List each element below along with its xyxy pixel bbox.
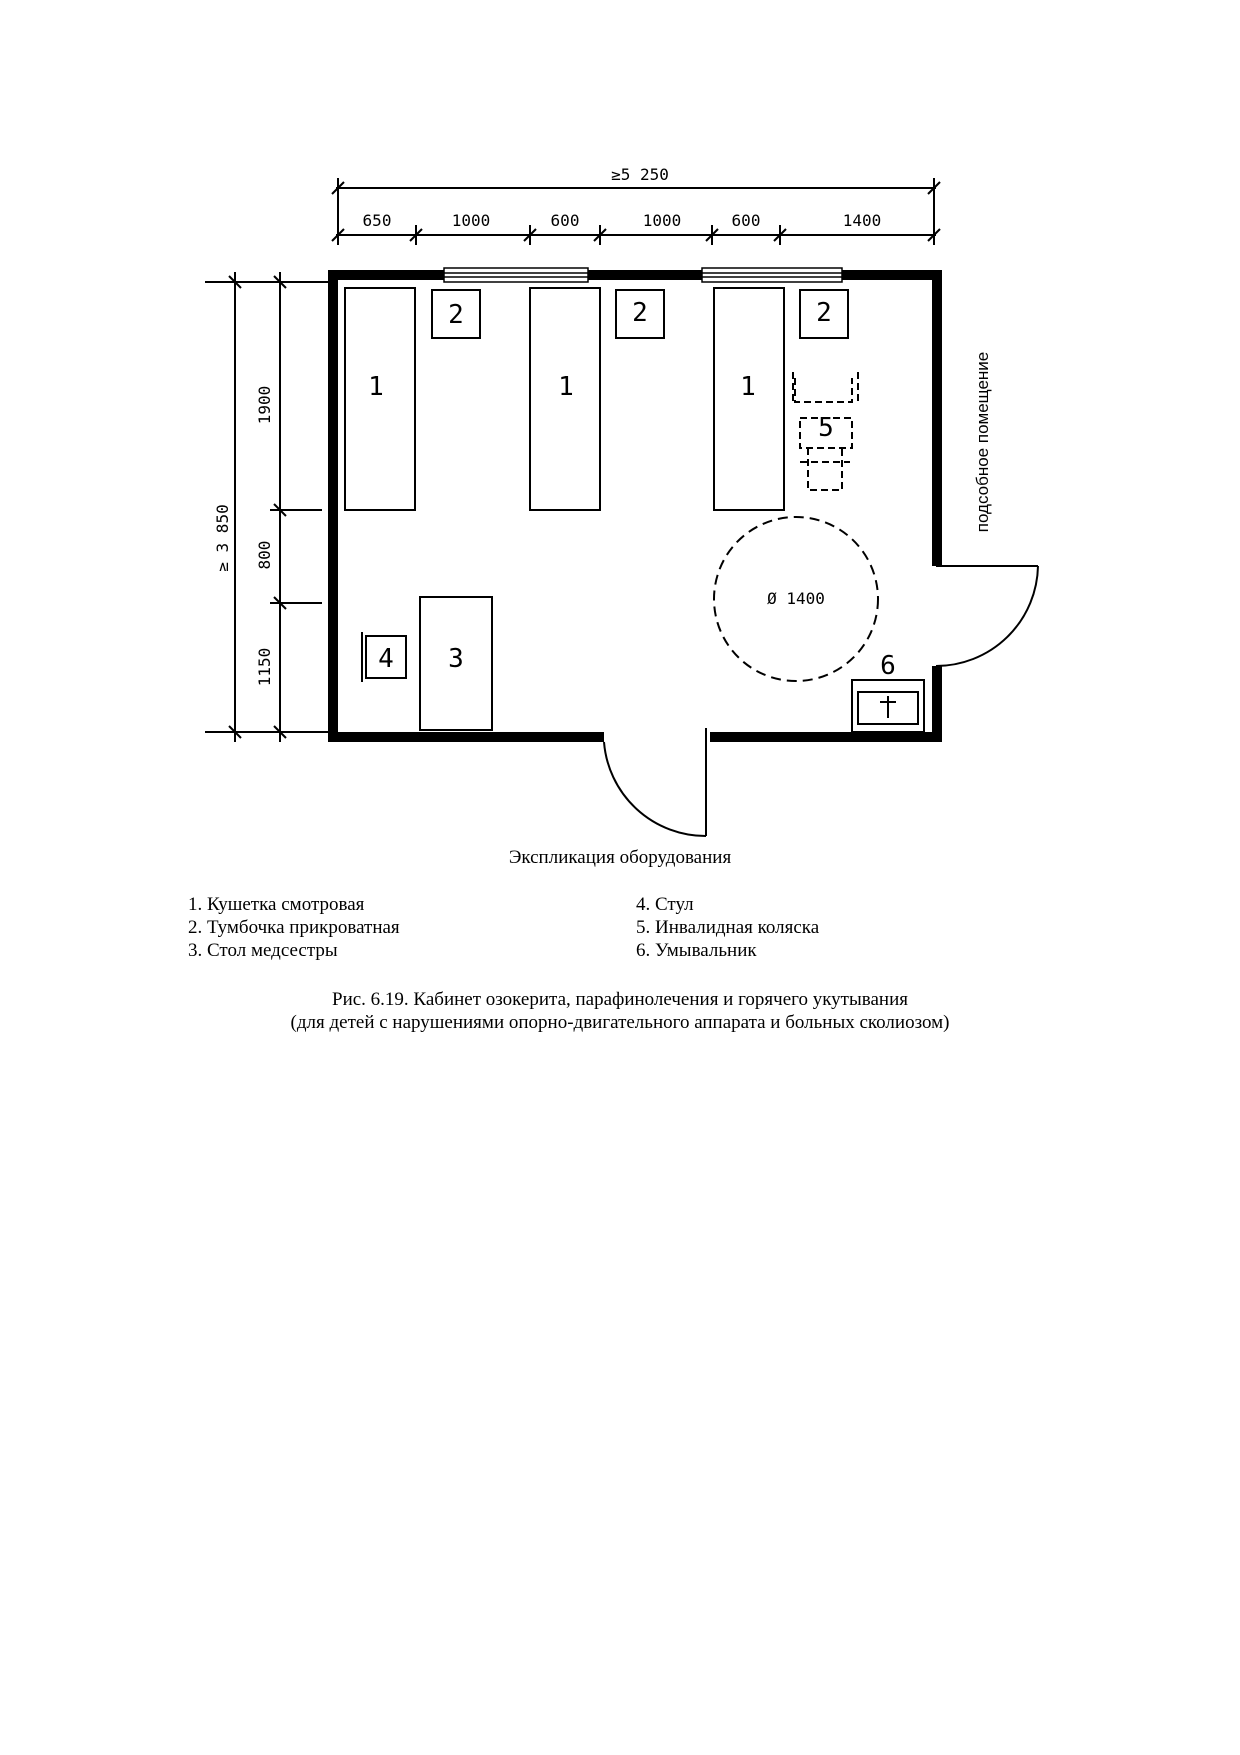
wheelchair-label: 5 [818,413,834,443]
legend-item: 5. Инвалидная коляска [636,917,820,938]
segment-label: 1400 [842,211,882,230]
total-width-label: ≥5 250 [611,165,669,184]
washbasin-label: 6 [880,651,896,681]
bottom-door [604,728,706,836]
washbasin [852,680,924,732]
legend-right-column [636,893,819,962]
side-door [936,566,1038,666]
floor-plan [0,0,1240,840]
nightstand-label: 2 [816,298,832,328]
legend-item: 6. Умывальник [636,940,757,961]
segment-label: 600 [731,211,761,230]
depth-segment-label: 800 [255,540,274,570]
adjacent-room-label: подсобное помещение [973,351,992,533]
nightstand-label: 2 [632,298,648,328]
caption-line: Рис. 6.19. Кабинет озокерита, парафинолечения и горячего укутывания [332,989,908,1010]
total-depth-label: ≥ 3 850 [213,504,232,572]
segment-label: 650 [362,211,392,230]
legend-left-column [188,893,400,962]
segment-label: 1000 [642,211,682,230]
nightstand-label: 2 [448,300,464,330]
couch-label: 1 [558,372,574,402]
depth-segment-label: 1150 [255,647,274,687]
segment-label: 600 [550,211,580,230]
couch-label: 1 [368,372,384,402]
depth-segment-label: 1900 [255,385,274,425]
legend-title: Экспликация оборудования [508,847,732,868]
legend-item: 1. Кушетка смотровая [188,894,365,915]
couch-label: 1 [740,372,756,402]
turning-circle-label: Ø 1400 [767,589,825,608]
segment-label: 1000 [451,211,491,230]
nurse-table-label: 3 [448,644,464,674]
width-segment-labels [363,211,882,230]
legend-item: 2. Тумбочка прикроватная [188,917,400,938]
legend-item: 4. Стул [636,894,694,915]
chair-label: 4 [378,644,394,674]
legend-item: 3. Стол медсестры [188,940,338,961]
figure-caption [0,988,1240,1034]
caption-line: (для детей с нарушениями опорно-двигательного аппарата и больных сколиозом) [290,1012,950,1033]
